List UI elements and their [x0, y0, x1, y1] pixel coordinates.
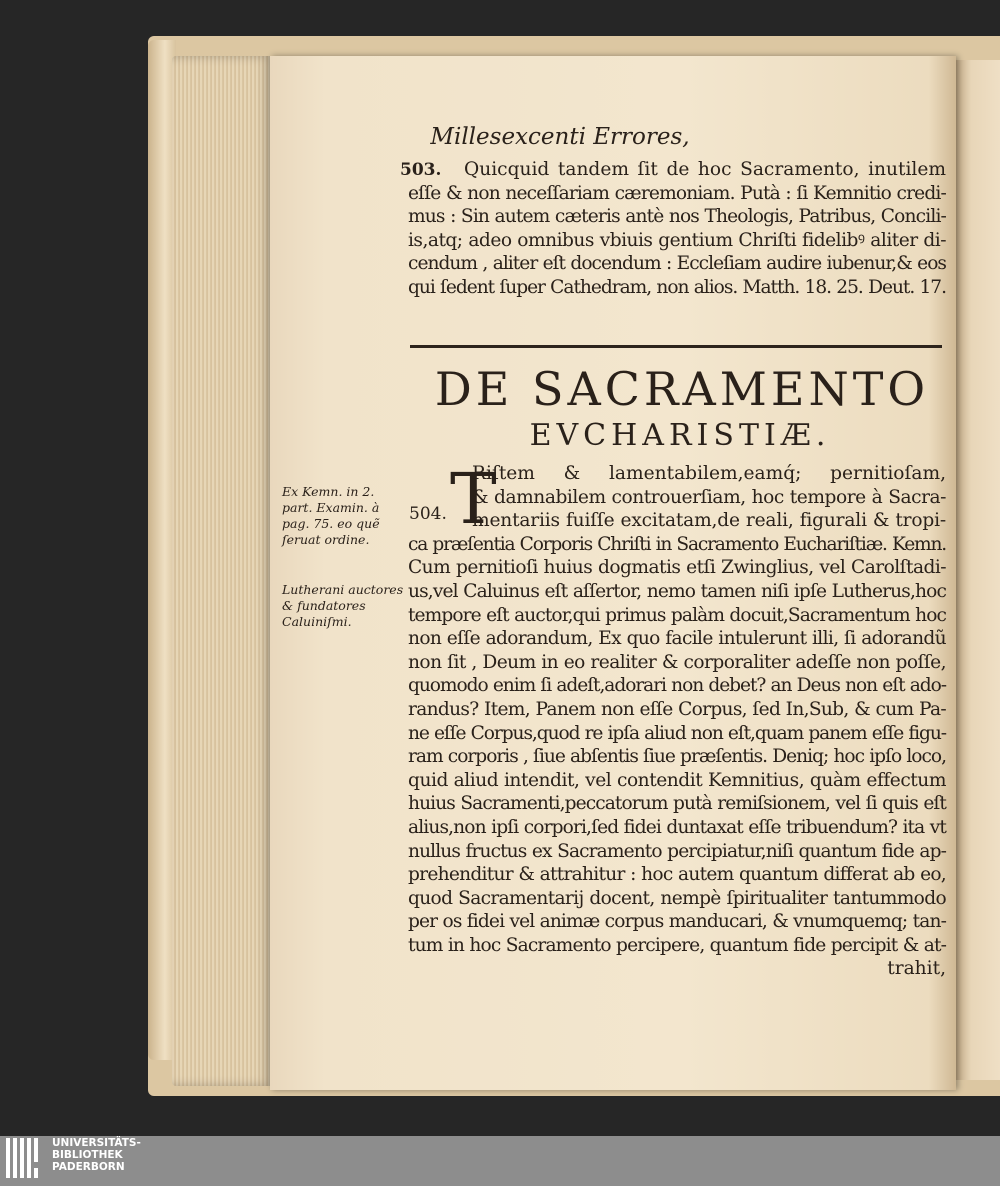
facing-page-edge — [952, 60, 1000, 1080]
library-line-1: UNIVERSITÄTS- — [52, 1137, 141, 1149]
paragraph-503-body — [408, 182, 946, 300]
text-line: randus? Item, Panem non eſſe Corpus, ſed In,Sub, & cum Pa- — [408, 698, 946, 720]
text-line: alius,non ipſi corpori,ſed fidei duntaxat eſſe tribuendum? ita vt — [408, 816, 946, 838]
paragraph-504 — [408, 458, 946, 981]
text-line: mus : Sin autem cæteris antè nos Theologis, Patribus, Concili- — [408, 206, 946, 228]
text-line: ram corporis , ſiue abſentis ſiue præſentis. Deniq; hoc ipſo loco, — [408, 746, 946, 768]
text-line: quod Sacramentarij docent, nempè ſpiritualiter tantummodo — [408, 887, 946, 909]
text-line: tempore eſt auctor,qui primus palàm docuit,Sacramentum hoc — [408, 604, 946, 626]
text-line: us,vel Caluinus eſt aſſertor, nemo tamen niſi ipſe Lutherus,hoc — [408, 580, 946, 602]
library-name — [52, 1137, 141, 1173]
page-edges — [172, 56, 272, 1086]
text-line: Cum pernitioſi huius dogmatis etſi Zwinglius, vel Carolſtadi- — [408, 557, 946, 579]
text-line: prehenditur & attrahitur : hoc autem quantum differat ab eo, — [408, 864, 946, 886]
running-head: Millesexcenti Errores, — [430, 124, 690, 150]
catchword: trahit, — [887, 958, 946, 980]
text-line: quid aliud intendit, vel contendit Kemnitius, quàm effectum — [408, 769, 946, 791]
text-line: & damnabilem controuerſiam, hoc tempore à Sacra- — [472, 486, 946, 508]
text-line: is,atq; adeo omnibus vbiuis gentium Chriſti fidelibꝰ aliter di- — [408, 229, 946, 251]
margin-note-lutherani: Lutherani auctores & fundatores Caluiniſmi. — [282, 582, 404, 629]
library-line-2: BIBLIOTHEK — [52, 1149, 123, 1161]
item-number-503: 503. — [400, 160, 442, 180]
text-line: non ſit , Deum in eo realiter & corporaliter adeſſe non poſſe, — [408, 651, 946, 673]
text-line: per os fidei vel animæ corpus manducari, & vnumquemq; tan- — [408, 911, 946, 933]
text-line: ne eſſe Corpus,quod re ipſa aliud non eſt,quam panem eſſe figu- — [408, 722, 946, 744]
text-line: non eſſe adorandum, Ex quo facile intulerunt illi, ſi adorandũ — [408, 628, 946, 650]
section-divider — [410, 345, 942, 348]
text-line: mentariis fuiſſe excitatam,de reali, figurali & tropi- — [472, 510, 946, 532]
text-line: nullus fructus ex Sacramento percipiatur,niſi quantum fide ap- — [408, 840, 946, 862]
text-line: eſſe & non neceſſariam cæremoniam. Putà : ſi Kemnitio credi- — [408, 182, 946, 204]
text-line: cendum , aliter eſt docendum : Eccleſiam audire iubenur,& eos — [408, 253, 946, 275]
text-line: Quicquid tandem ſit de hoc Sacramento, inutilem — [464, 159, 946, 180]
text-line: Riſtem & lamentabilem,eamq́; pernitioſam, — [472, 463, 946, 484]
section-heading: DE SACRAMENTO — [434, 362, 930, 416]
text-line: quomodo enim ſi adeſt,adorari non debet? an Deus non eſt ado- — [408, 675, 946, 697]
library-logo-icon — [6, 1138, 46, 1180]
text-line: qui ſedent ſuper Cathedram, non alios. Matth. 18. 25. Deut. 17. — [408, 276, 946, 298]
drop-cap: T — [450, 458, 497, 540]
margin-note-source: Ex Kemn. in 2. part. Examin. à pag. 75. eo quẽ ſeruat ordine. — [282, 484, 380, 547]
text-line: tum in hoc Sacramento percipere, quantum fide percipit & at- — [408, 934, 946, 956]
library-line-3: PADERBORN — [52, 1161, 125, 1173]
footer-bar — [0, 1136, 1000, 1186]
paragraph-503 — [408, 158, 946, 182]
section-subheading: EVCHARISTIÆ. — [529, 418, 831, 453]
item-number-504: 504. — [409, 504, 447, 524]
text-line: huius Sacramenti,peccatorum putà remiſsionem, vel ſi quis eſt — [408, 793, 946, 815]
text-line: ca præſentia Corporis Chriſti in Sacramento Euchariſtiæ. Kemn. — [408, 533, 946, 555]
